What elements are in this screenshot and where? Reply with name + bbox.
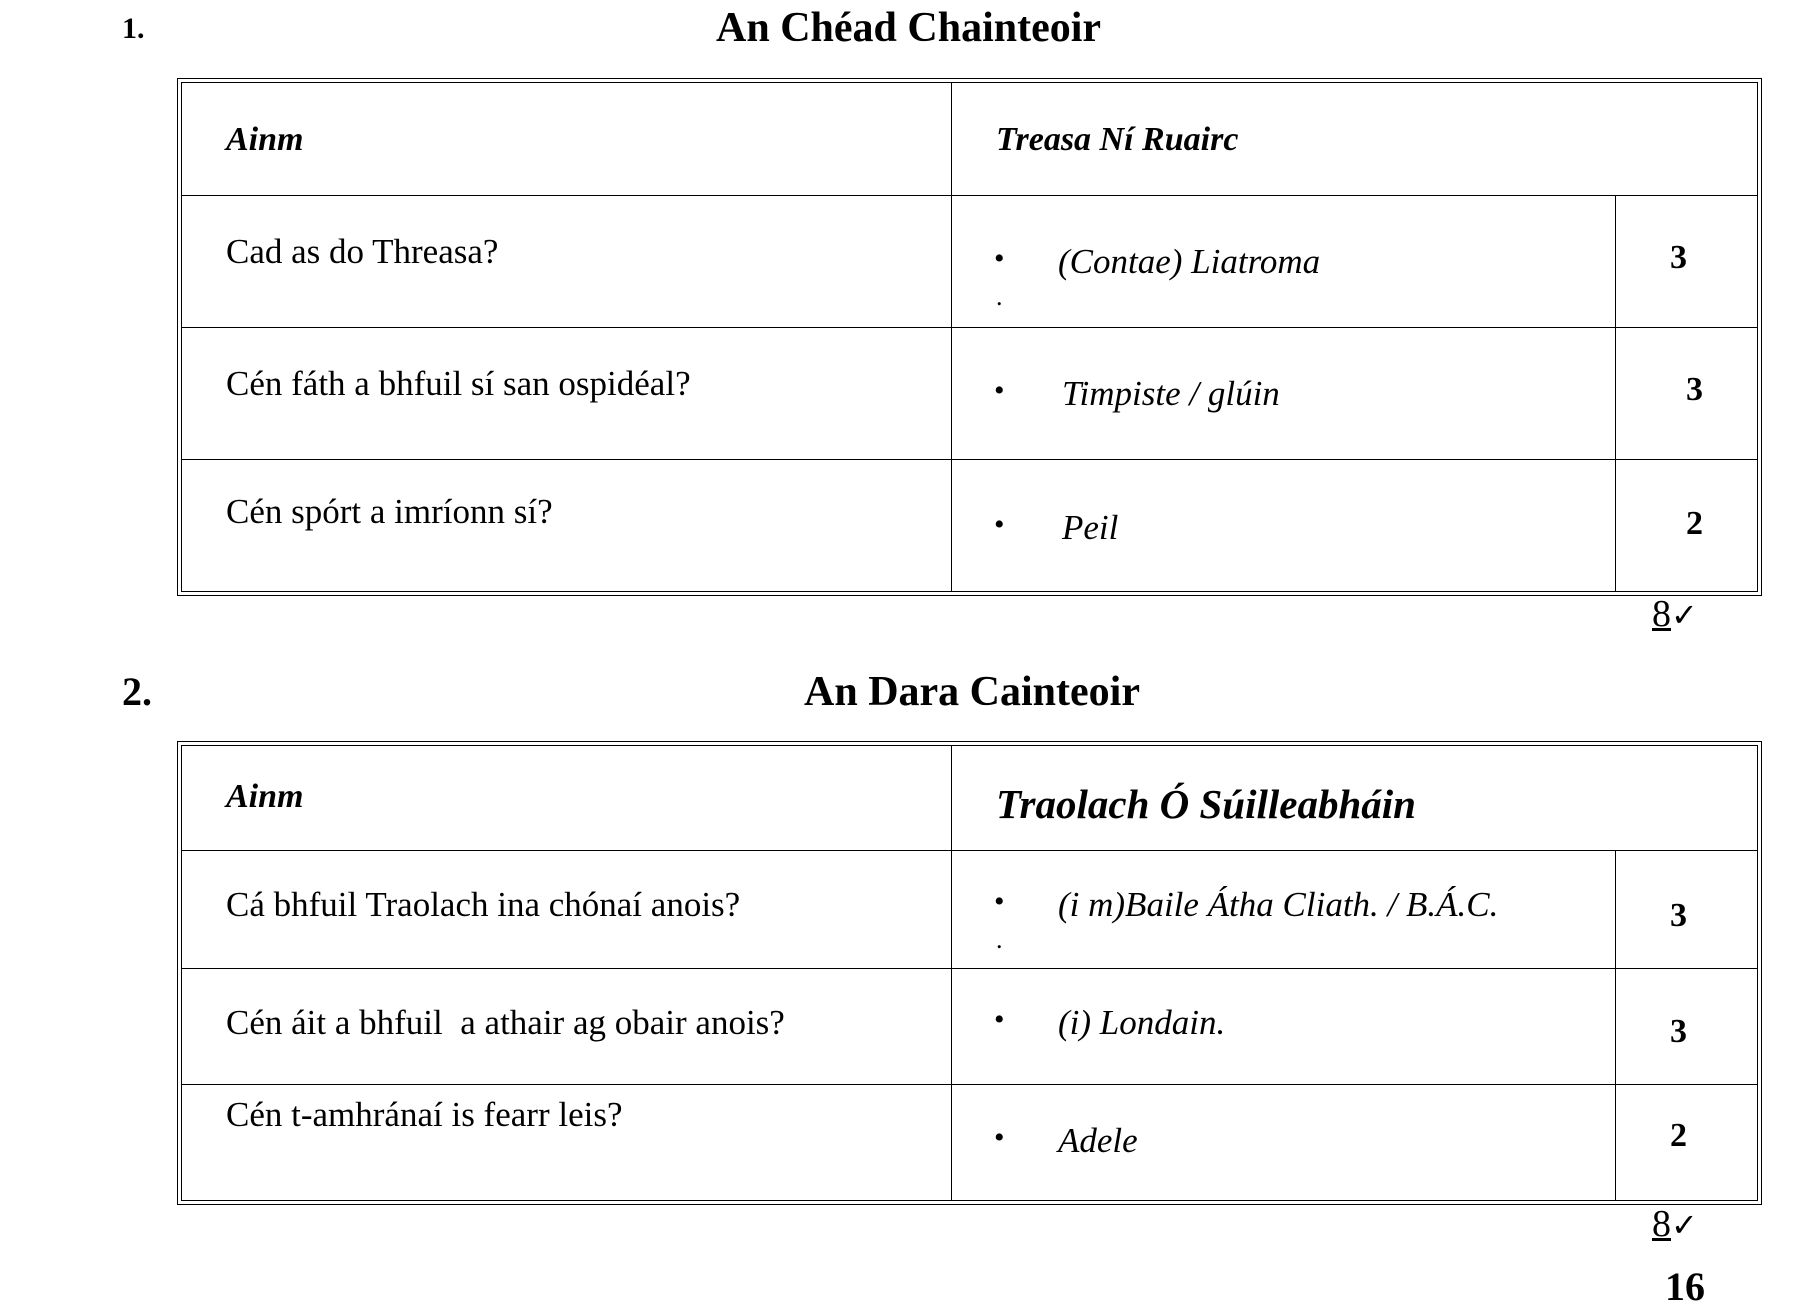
answer-cell: [952, 328, 1616, 460]
subtotal-value: 8: [1652, 593, 1671, 635]
mark-cell: [1616, 328, 1758, 460]
question-text: Cén fáth a bhfuil sí san ospidéal?: [226, 364, 691, 403]
name-label: Ainm: [226, 778, 304, 815]
question-cell: [182, 1085, 952, 1201]
name-value-cell: [952, 746, 1758, 851]
answer-text: Peil: [1062, 508, 1119, 547]
table-row: [182, 460, 1758, 592]
answer-cell: [952, 196, 1616, 328]
bullet-icon: •: [994, 885, 1005, 918]
checkmark-icon: ✓: [1671, 597, 1698, 633]
mark-cell: [1616, 969, 1758, 1085]
question-text: Cén áit a bhfuil a athair ag obair anois?: [226, 1003, 785, 1042]
answer-text: (Contae) Liatroma: [1058, 242, 1321, 281]
table-row: [182, 1085, 1758, 1201]
mark-cell: [1616, 460, 1758, 592]
section-1-subtotal: [1652, 592, 1698, 636]
answer-cell: [952, 460, 1616, 592]
answer-cell: [952, 1085, 1616, 1201]
answer-text: Adele: [1058, 1121, 1138, 1160]
mark-cell: [1616, 196, 1758, 328]
question-text: Cén t-amhránaí is fearr leis?: [226, 1095, 623, 1134]
mark-value: 3: [1670, 239, 1687, 276]
question-cell: [182, 969, 952, 1085]
stray-dot: .: [996, 282, 1003, 311]
section-2-number: 2.: [122, 669, 152, 714]
name-label-cell: [182, 83, 952, 196]
question-cell: [182, 328, 952, 460]
bullet-icon: •: [994, 242, 1005, 275]
name-value-cell: [952, 83, 1758, 196]
checkmark-icon: ✓: [1671, 1207, 1698, 1243]
table-row: [182, 196, 1758, 328]
question-text: Cén spórt a imríonn sí?: [226, 492, 553, 531]
bullet-icon: •: [994, 508, 1005, 541]
question-cell: [182, 196, 952, 328]
answer-text: Timpiste / glúin: [1062, 374, 1280, 413]
mark-value: 3: [1686, 371, 1703, 408]
name-label-cell: [182, 746, 952, 851]
table-row: [182, 851, 1758, 969]
table-row: [182, 328, 1758, 460]
table-row: [182, 969, 1758, 1085]
mark-value: 2: [1686, 505, 1703, 542]
mark-value: 3: [1670, 897, 1687, 934]
stray-dot: .: [996, 925, 1003, 954]
section-1-heading: An Chéad Chainteoir: [716, 5, 1102, 51]
mark-value: 3: [1670, 1013, 1687, 1050]
question-text: Cá bhfuil Traolach ina chónaí anois?: [226, 885, 741, 924]
name-label: Ainm: [226, 121, 304, 158]
bullet-icon: •: [994, 374, 1005, 407]
mark-value: 2: [1670, 1117, 1687, 1154]
mark-cell: [1616, 851, 1758, 969]
answer-text: (i) Londain.: [1058, 1003, 1226, 1042]
question-cell: [182, 851, 952, 969]
section-2-heading: An Dara Cainteoir: [804, 669, 1140, 715]
mark-cell: [1616, 1085, 1758, 1201]
subtotal-value: 8: [1652, 1203, 1671, 1245]
answer-text: (i m)Baile Átha Cliath. / B.Á.C.: [1058, 885, 1499, 924]
name-row: [182, 746, 1758, 851]
question-text: Cad as do Threasa?: [226, 232, 499, 271]
answer-cell: [952, 969, 1616, 1085]
bullet-icon: •: [994, 1121, 1005, 1154]
section-1-table: [181, 82, 1758, 592]
grand-total: 16: [1665, 1264, 1705, 1309]
name-value: Treasa Ní Ruairc: [996, 121, 1239, 158]
question-cell: [182, 460, 952, 592]
section-2-subtotal: [1652, 1202, 1698, 1246]
section-1-number: 1.: [122, 12, 145, 45]
name-value: Traolach Ó Súilleabháin: [996, 781, 1416, 827]
answer-cell: [952, 851, 1616, 969]
name-row: [182, 83, 1758, 196]
bullet-icon: •: [994, 1003, 1005, 1036]
section-2-table: [181, 745, 1758, 1201]
